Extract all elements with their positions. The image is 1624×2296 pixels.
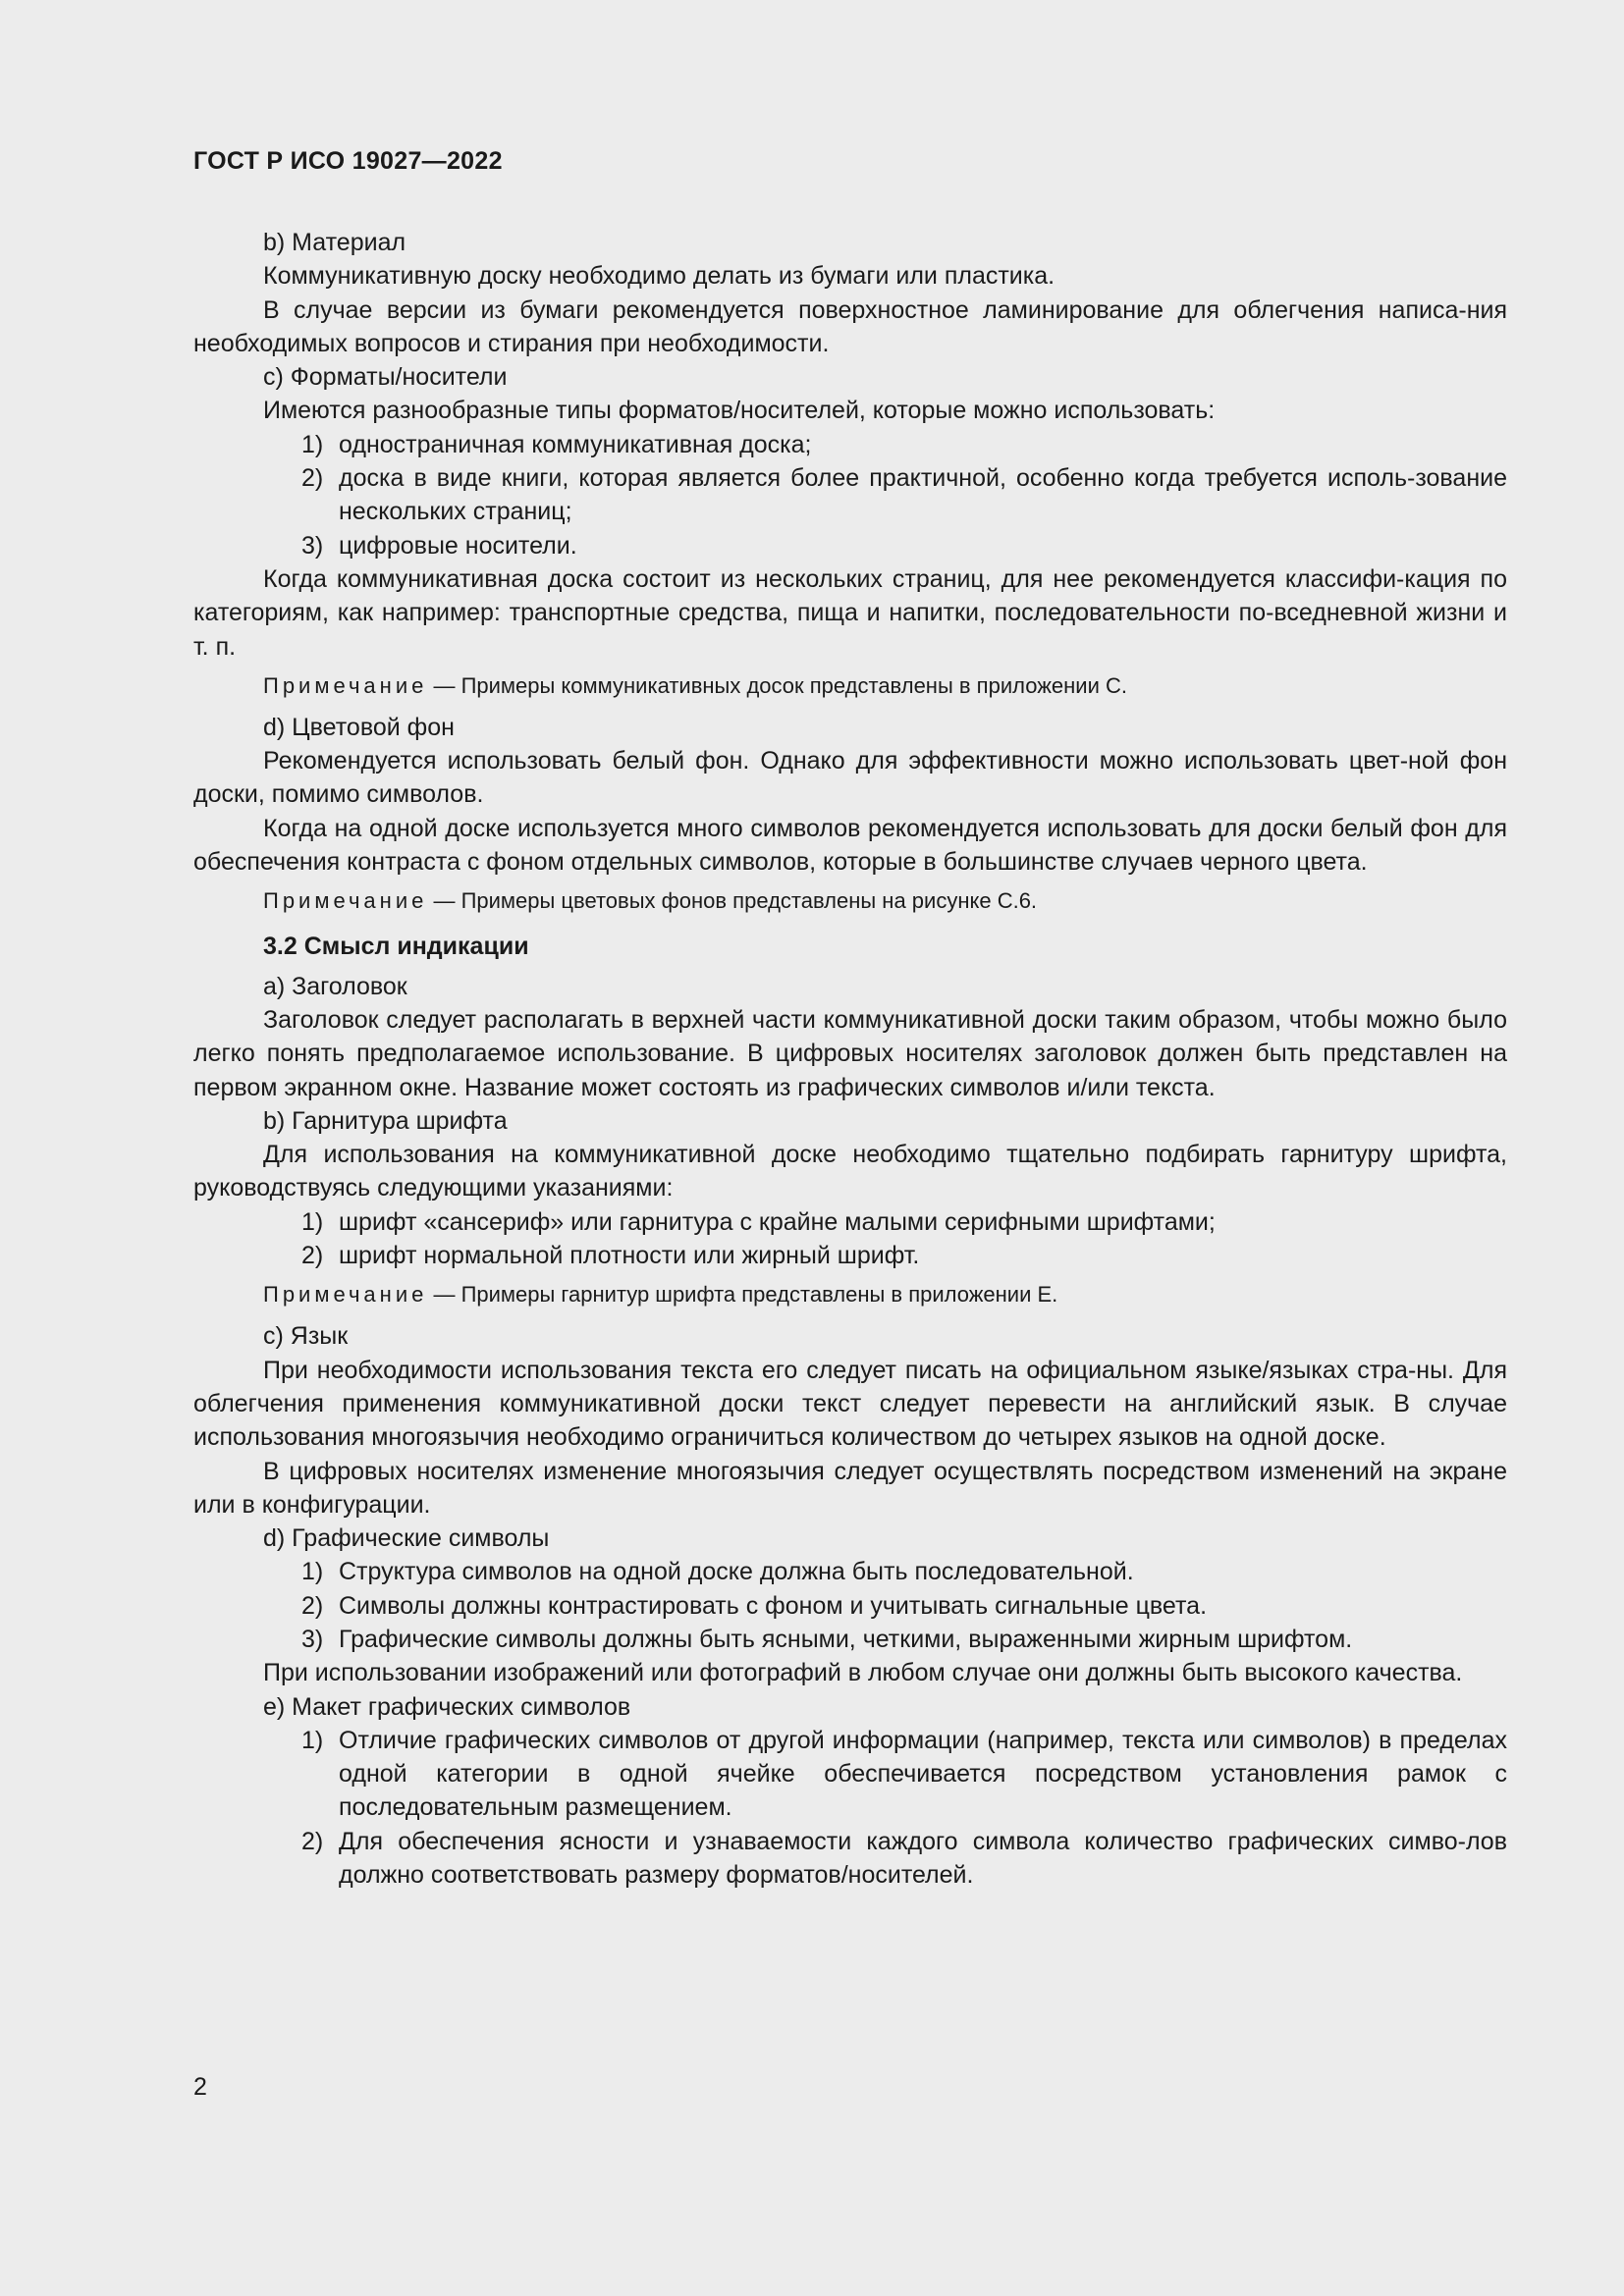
item-d-symbols-heading: d) Графические символы bbox=[263, 1524, 550, 1553]
note-label: Примечание bbox=[263, 1282, 428, 1308]
document-header-title: ГОСТ Р ИСО 19027—2022 bbox=[193, 147, 503, 175]
item-e-layout-heading: e) Макет графических символов bbox=[263, 1692, 631, 1721]
list-item-number: 1) bbox=[301, 1207, 324, 1236]
list-item-text: Отличие графических символов от другой информации (например, текста или символов) в пределах одной категории в одной ячейке обеспечивается посредством установления рамок с последовательным размещением. bbox=[339, 1726, 1507, 1822]
note-text: — Примеры коммуникативных досок представлены в приложении С. bbox=[427, 672, 1127, 698]
list-item-number: 2) bbox=[301, 1591, 324, 1620]
list-item-number: 1) bbox=[301, 1726, 324, 1754]
item-c-language-heading: c) Язык bbox=[263, 1322, 349, 1351]
list-item-number: 3) bbox=[301, 1625, 324, 1653]
paragraph: В случае версии из бумаги рекомендуется поверхностное ламинирование для облегчения написа-ния необходимых вопросов и стирания при необходимости. bbox=[193, 295, 1507, 357]
paragraph: Для использования на коммуникативной доске необходимо тщательно подбирать гарнитуру шрифта, руководствуясь следующими указаниями: bbox=[193, 1141, 1507, 1202]
list-item bbox=[193, 529, 1507, 562]
item-b-material-heading: b) Материал bbox=[263, 229, 406, 256]
list-item-number: 3) bbox=[301, 531, 324, 560]
item-c-formats-heading: c) Форматы/носители bbox=[263, 363, 508, 392]
page-number: 2 bbox=[193, 2073, 207, 2101]
note-text: — Примеры цветовых фонов представлены на рисунке С.6. bbox=[427, 888, 1038, 914]
list-item-text: шрифт «сансериф» или гарнитура с крайне малыми серифными шрифтами; bbox=[339, 1207, 1216, 1236]
list-item-number: 2) bbox=[301, 1242, 324, 1270]
list-item bbox=[193, 1724, 1507, 1825]
paragraph: Коммуникативную доску необходимо делать из бумаги или пластика. bbox=[263, 262, 1056, 291]
list-item bbox=[193, 1623, 1507, 1656]
list-item bbox=[193, 428, 1507, 461]
note bbox=[193, 671, 1507, 701]
paragraph: Заголовок следует располагать в верхней части коммуникативной доски таким образом, чтобы можно было легко понять предполагаемое использование. В цифровых носителях заголовок должен быть представлен на первом экранном окне. Название может состоять из графических символов и/или текста. bbox=[193, 1005, 1507, 1101]
list-item bbox=[193, 1239, 1507, 1272]
paragraph: В цифровых носителях изменение многоязычия следует осуществлять посредством изменений на экране или в конфигурации. bbox=[193, 1457, 1507, 1519]
list-item-text: Графические символы должны быть ясными, четкими, выраженными жирным шрифтом. bbox=[339, 1625, 1353, 1653]
list-item bbox=[193, 1205, 1507, 1239]
list-item-number: 2) bbox=[301, 464, 324, 493]
list-item-text: шрифт нормальной плотности или жирный шрифт. bbox=[339, 1242, 920, 1270]
list-item bbox=[193, 1589, 1507, 1623]
list-item bbox=[193, 1555, 1507, 1588]
note bbox=[193, 1280, 1507, 1309]
paragraph: При необходимости использования текста его следует писать на официальном языке/языках стра-ны. Для облегчения применения коммуникативной доски текст следует перевести на английский язык. В случае использования многоязычия необходимо ограничиться количеством до четырех языков на одной доске. bbox=[193, 1356, 1507, 1452]
note-label: Примечание bbox=[263, 672, 428, 698]
paragraph: Когда коммуникативная доска состоит из нескольких страниц, для нее рекомендуется классифи-кация по категориям, как например: транспортные средства, пища и напитки, последовательности по-вседневной жизни и т. п. bbox=[193, 564, 1507, 661]
list-item-text: Для обеспечения ясности и узнаваемости каждого символа количество графических симво-лов должно соответствовать размеру форматов/носителей. bbox=[339, 1827, 1507, 1890]
paragraph: Когда на одной доске используется много символов рекомендуется использовать для доски белый фон для обеспечения контраста с фоном отдельных символов, которые в большинстве случаев черного цвета. bbox=[193, 814, 1507, 877]
list-item bbox=[193, 461, 1507, 529]
note-label: Примечание bbox=[263, 888, 428, 914]
list-item-number: 1) bbox=[301, 1558, 324, 1586]
list-item-text: Символы должны контрастировать с фоном и учитывать сигнальные цвета. bbox=[339, 1591, 1208, 1620]
document-body bbox=[193, 226, 1507, 1892]
list-item-text: одностраничная коммуникативная доска; bbox=[339, 430, 812, 458]
item-d-background-heading: d) Цветовой фон bbox=[263, 713, 455, 741]
list-item bbox=[193, 1825, 1507, 1893]
list-item-text: Структура символов на одной доске должна быть последовательной. bbox=[339, 1558, 1134, 1586]
list-item-number: 2) bbox=[301, 1827, 324, 1855]
list-item-number: 1) bbox=[301, 430, 324, 458]
paragraph: Рекомендуется использовать белый фон. Однако для эффективности можно использовать цвет-ной фон доски, помимо символов. bbox=[193, 747, 1507, 809]
note bbox=[193, 886, 1507, 916]
paragraph: При использовании изображений или фотографий в любом случае они должны быть высокого качества. bbox=[263, 1659, 1463, 1687]
list-item-text: доска в виде книги, которая является более практичной, особенно когда требуется исполь-зование нескольких страниц; bbox=[339, 464, 1507, 526]
note-text: — Примеры гарнитур шрифта представлены в приложении Е. bbox=[427, 1282, 1058, 1308]
section-title: 3.2 Смысл индикации bbox=[263, 933, 529, 961]
paragraph: Имеются разнообразные типы форматов/носителей, которые можно использовать: bbox=[263, 397, 1216, 425]
list-item-text: цифровые носители. bbox=[339, 531, 577, 560]
item-a-title-heading: a) Заголовок bbox=[263, 972, 407, 1000]
item-b-typeface-heading: b) Гарнитура шрифта bbox=[263, 1106, 508, 1135]
